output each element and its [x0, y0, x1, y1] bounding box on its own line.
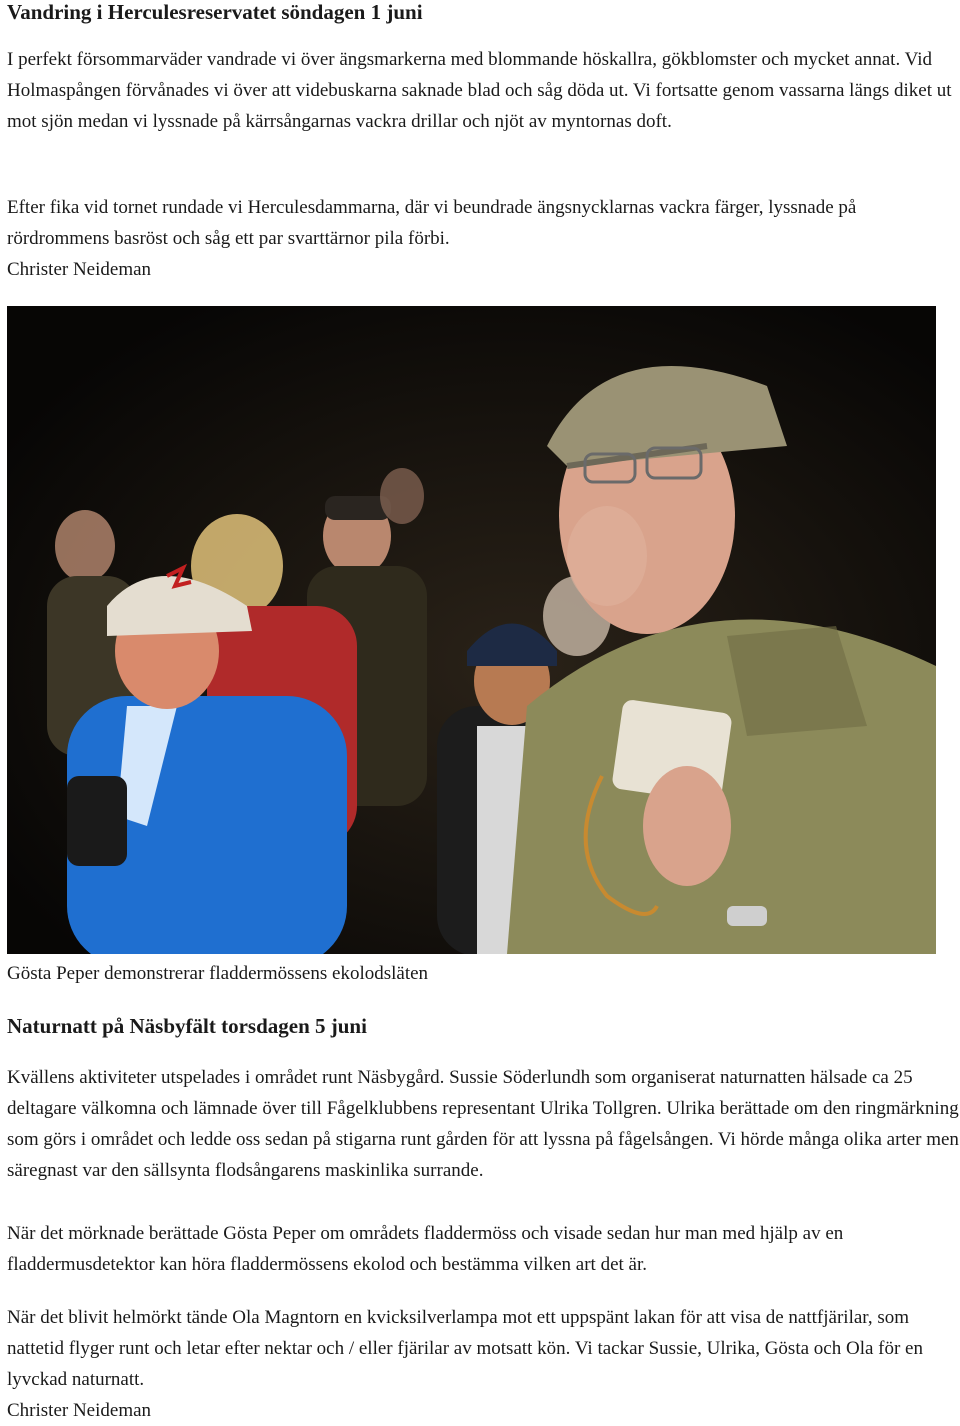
article2-signature: Christer Neideman [7, 1400, 152, 1421]
article-title-herculesreservatet: Vandring i Herculesreservatet söndagen 1 juni [7, 0, 423, 24]
article1-paragraph-1: I perfekt försommarväder vandrade vi över ängsmarkerna med blommande höskallra, gökblomster och mycket annat. Vid Holmaspången förvånades vi över att videbuskarna saknade blad och såg döda ut. Vi fortsatte genom vassarna längs diket ut mot sjön medan vi lyssnade på kärrsångarnas vackra drillar och njöt av myntornas doft. [7, 49, 952, 132]
article-title-naturnatt: Naturnatt på Näsbyfält torsdagen 5 juni [7, 1014, 367, 1038]
article1-paragraph-2: Efter fika vid tornet rundade vi Herculesdammarna, där vi beundrade ängsnycklarnas vackra färger, lyssnade på rördrommens basröst och såg ett par svarttärnor pila förbi. [7, 197, 857, 249]
article1-signature: Christer Neideman [7, 259, 152, 280]
group-night-photo [7, 306, 936, 954]
article2-paragraph-3: När det blivit helmörkt tände Ola Magntorn en kvicksilverlampa mot ett uppspänt lakan för att visa de nattfjärilar, som nattetid flyger runt och letar efter nektar och / eller fjärilar av motsatt kön. Vi tackar Sussie, Ulrika, Gösta och Ola för en lyvckad naturnatt. [7, 1307, 923, 1390]
article2-paragraph-2: När det mörknade berättade Gösta Peper om områdets fladdermöss och visade sedan hur man med hjälp av en fladdermusdetektor kan höra fladdermössens ekolod och bestämma vilken art det är. [7, 1223, 844, 1275]
photo-caption: Gösta Peper demonstrerar fladdermössens ekolodsläten [7, 963, 429, 984]
photo-illustration [7, 306, 936, 954]
article2-paragraph-1: Kvällens aktiviteter utspelades i området runt Näsbygård. Sussie Söderlundh som organiserat naturnatten hälsade ca 25 deltagare välkomna och lämnade över till Fågelklubbens representant Ulrika Tollgren. Ulrika berättade om den ringmärkning som görs i området och ledde oss sedan på stigarna runt gården för att lyssna på fågelsången. Vi hörde många olika arter men säregnast var den sällsynta flodsångarens maskinlika surrande. [7, 1067, 959, 1181]
